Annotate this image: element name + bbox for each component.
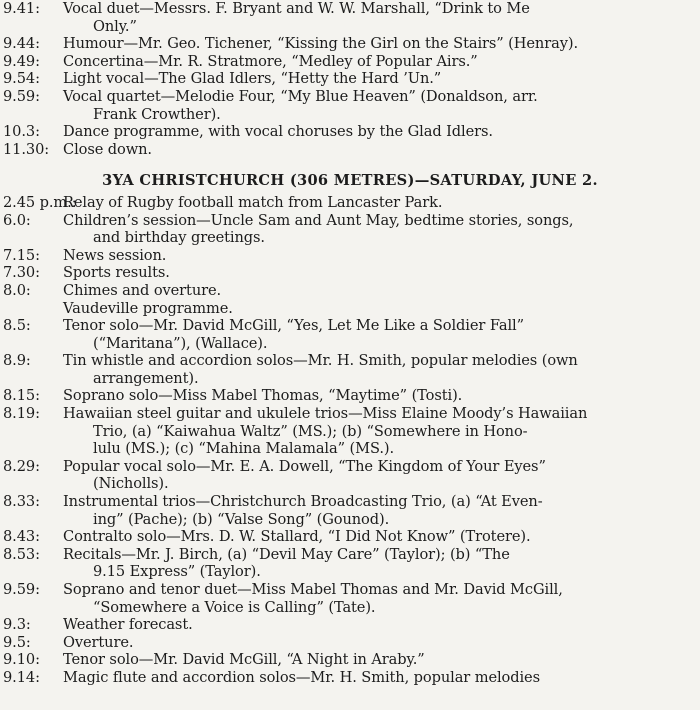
- entry-time: 8.9:: [3, 352, 31, 370]
- programme-section-previous: [0, 0, 700, 158]
- entry-text-line: Light vocal—The Glad Idlers, “Hetty the Hard ’Un.”: [63, 70, 442, 88]
- entry-time: 8.19:: [3, 405, 40, 423]
- entry-text-line: Sports results.: [63, 264, 170, 282]
- entry-time: 9.54:: [3, 70, 40, 88]
- entry-text-line: Vocal quartet—Melodie Four, “My Blue Heaven” (Donaldson, arr.: [63, 87, 538, 105]
- programme-entry: [0, 528, 700, 546]
- entry-time: 8.5:: [3, 317, 31, 335]
- entry-time: 11.30:: [3, 140, 50, 158]
- entry-text-line: (Nicholls).: [93, 475, 169, 493]
- entry-text-line: ing” (Pache); (b) “Valse Song” (Gounod).: [93, 510, 390, 528]
- entry-time: 9.44:: [3, 35, 40, 53]
- entry-time: 8.33:: [3, 493, 40, 511]
- entry-time: 10.3:: [3, 123, 40, 141]
- entry-text-line: Soprano solo—Miss Mabel Thomas, “Maytime” (Tosti).: [63, 387, 463, 405]
- entry-time: 9.59:: [3, 87, 40, 105]
- entry-text-line: Relay of Rugby football match from Lancaster Park.: [63, 193, 443, 211]
- entry-text-line: Frank Crowther).: [93, 105, 221, 123]
- entry-time: 8.29:: [3, 457, 40, 475]
- entry-text-line: Overture.: [63, 633, 134, 651]
- programme-entry: [0, 282, 700, 300]
- entry-text-line: Instrumental trios—Christchurch Broadcasting Trio, (a) “At Even-: [63, 493, 543, 511]
- entry-text-line: Magic flute and accordion solos—Mr. H. Smith, popular melodies: [63, 668, 540, 686]
- entry-time: 8.15:: [3, 387, 40, 405]
- entry-text-line: and birthday greetings.: [93, 229, 265, 247]
- programme-entry: [0, 669, 700, 687]
- programme-entry: [0, 300, 700, 318]
- programme-entry: [0, 53, 700, 71]
- entry-time: 9.14:: [3, 668, 40, 686]
- entry-text-line: Weather forecast.: [63, 616, 193, 634]
- entry-time: 2.45 p.m.:: [3, 193, 77, 211]
- entry-text-line: Chimes and overture.: [63, 281, 222, 299]
- entry-text-line: Concertina—Mr. R. Stratmore, “Medley of Popular Airs.”: [63, 52, 478, 70]
- entry-text-line: Vocal duet—Messrs. F. Bryant and W. W. Marshall, “Drink to Me: [63, 0, 530, 17]
- entry-time: 9.3:: [3, 616, 31, 634]
- programme-entry: [0, 352, 700, 387]
- programme-entry: [0, 405, 700, 458]
- entry-text-line: Tenor solo—Mr. David McGill, “Yes, Let Me Like a Soldier Fall”: [63, 317, 524, 335]
- entry-text-line: Only.”: [93, 17, 137, 35]
- entry-text-line: “Somewhere a Voice is Calling” (Tate).: [93, 598, 376, 616]
- programme-entry: [0, 141, 700, 159]
- programme-entry: [0, 651, 700, 669]
- entry-time: 9.5:: [3, 633, 31, 651]
- entry-time: 7.30:: [3, 264, 40, 282]
- programme-entry: [0, 493, 700, 528]
- entry-text-line: Soprano and tenor duet—Miss Mabel Thomas and Mr. David McGill,: [63, 581, 563, 598]
- programme-entry: [0, 264, 700, 282]
- programme-entry: [0, 458, 700, 493]
- station-heading: 3YA CHRISTCHURCH (306 METRES)—SATURDAY, JUNE 2.: [102, 172, 598, 190]
- entry-text-line: Tenor solo—Mr. David McGill, “A Night in Araby.”: [63, 651, 425, 669]
- programme-entry: [0, 247, 700, 265]
- programme-entry: [0, 194, 700, 212]
- entry-text-line: Trio, (a) “Kaiwahua Waltz” (MS.); (b) “Somewhere in Hono-: [93, 422, 528, 440]
- programme-entry: [0, 616, 700, 634]
- entry-text-line: News session.: [63, 246, 167, 264]
- entry-text-line: 9.15 Express” (Taylor).: [93, 563, 261, 581]
- programme-entry: [0, 546, 700, 581]
- entry-time: 9.41:: [3, 0, 40, 17]
- entry-time: 8.53:: [3, 545, 40, 563]
- entry-text-line: lulu (MS.); (c) “Mahina Malamala” (MS.).: [93, 440, 394, 458]
- entry-text-line: Children’s session—Uncle Sam and Aunt May, bedtime stories, songs,: [63, 211, 574, 229]
- programme-entry: [0, 0, 700, 35]
- entry-text-line: Popular vocal solo—Mr. E. A. Dowell, “The Kingdom of Your Eyes”: [63, 457, 546, 475]
- programme-entry: [0, 123, 700, 141]
- entry-time: 7.15:: [3, 246, 40, 264]
- entry-text-line: Vaudeville programme.: [63, 299, 233, 317]
- programme-entry: [0, 88, 700, 123]
- entry-time: 9.10:: [3, 651, 40, 669]
- entry-text-line: Hawaiian steel guitar and ukulele trios—Miss Elaine Moody’s Hawaiian: [63, 405, 588, 423]
- entry-text-line: Contralto solo—Mrs. D. W. Stallard, “I Did Not Know” (Trotere).: [63, 528, 531, 546]
- entry-time: 9.49:: [3, 52, 40, 70]
- entry-text-line: Close down.: [63, 140, 152, 158]
- entry-time: 8.43:: [3, 528, 40, 546]
- entry-text-line: Recitals—Mr. J. Birch, (a) “Devil May Care” (Taylor); (b) “The: [63, 545, 510, 563]
- programme-entry: [0, 317, 700, 352]
- entry-text-line: Humour—Mr. Geo. Tichener, “Kissing the Girl on the Stairs” (Henray).: [63, 35, 578, 53]
- entry-time: 9.59:: [3, 581, 40, 598]
- programme-section-3ya: [0, 194, 700, 687]
- entry-time: 6.0:: [3, 211, 31, 229]
- programme-entry: [0, 70, 700, 88]
- programme-entry: [0, 581, 700, 616]
- entry-text-line: arrangement).: [93, 369, 199, 387]
- programme-entry: [0, 387, 700, 405]
- programme-entry: [0, 35, 700, 53]
- programme-entry: [0, 634, 700, 652]
- entry-text-line: Tin whistle and accordion solos—Mr. H. Smith, popular melodies (own: [63, 352, 578, 370]
- entry-time: 8.0:: [3, 281, 31, 299]
- entry-text-line: Dance programme, with vocal choruses by the Glad Idlers.: [63, 123, 493, 141]
- entry-text-line: (“Maritana”), (Wallace).: [93, 334, 268, 352]
- programme-entry: [0, 212, 700, 247]
